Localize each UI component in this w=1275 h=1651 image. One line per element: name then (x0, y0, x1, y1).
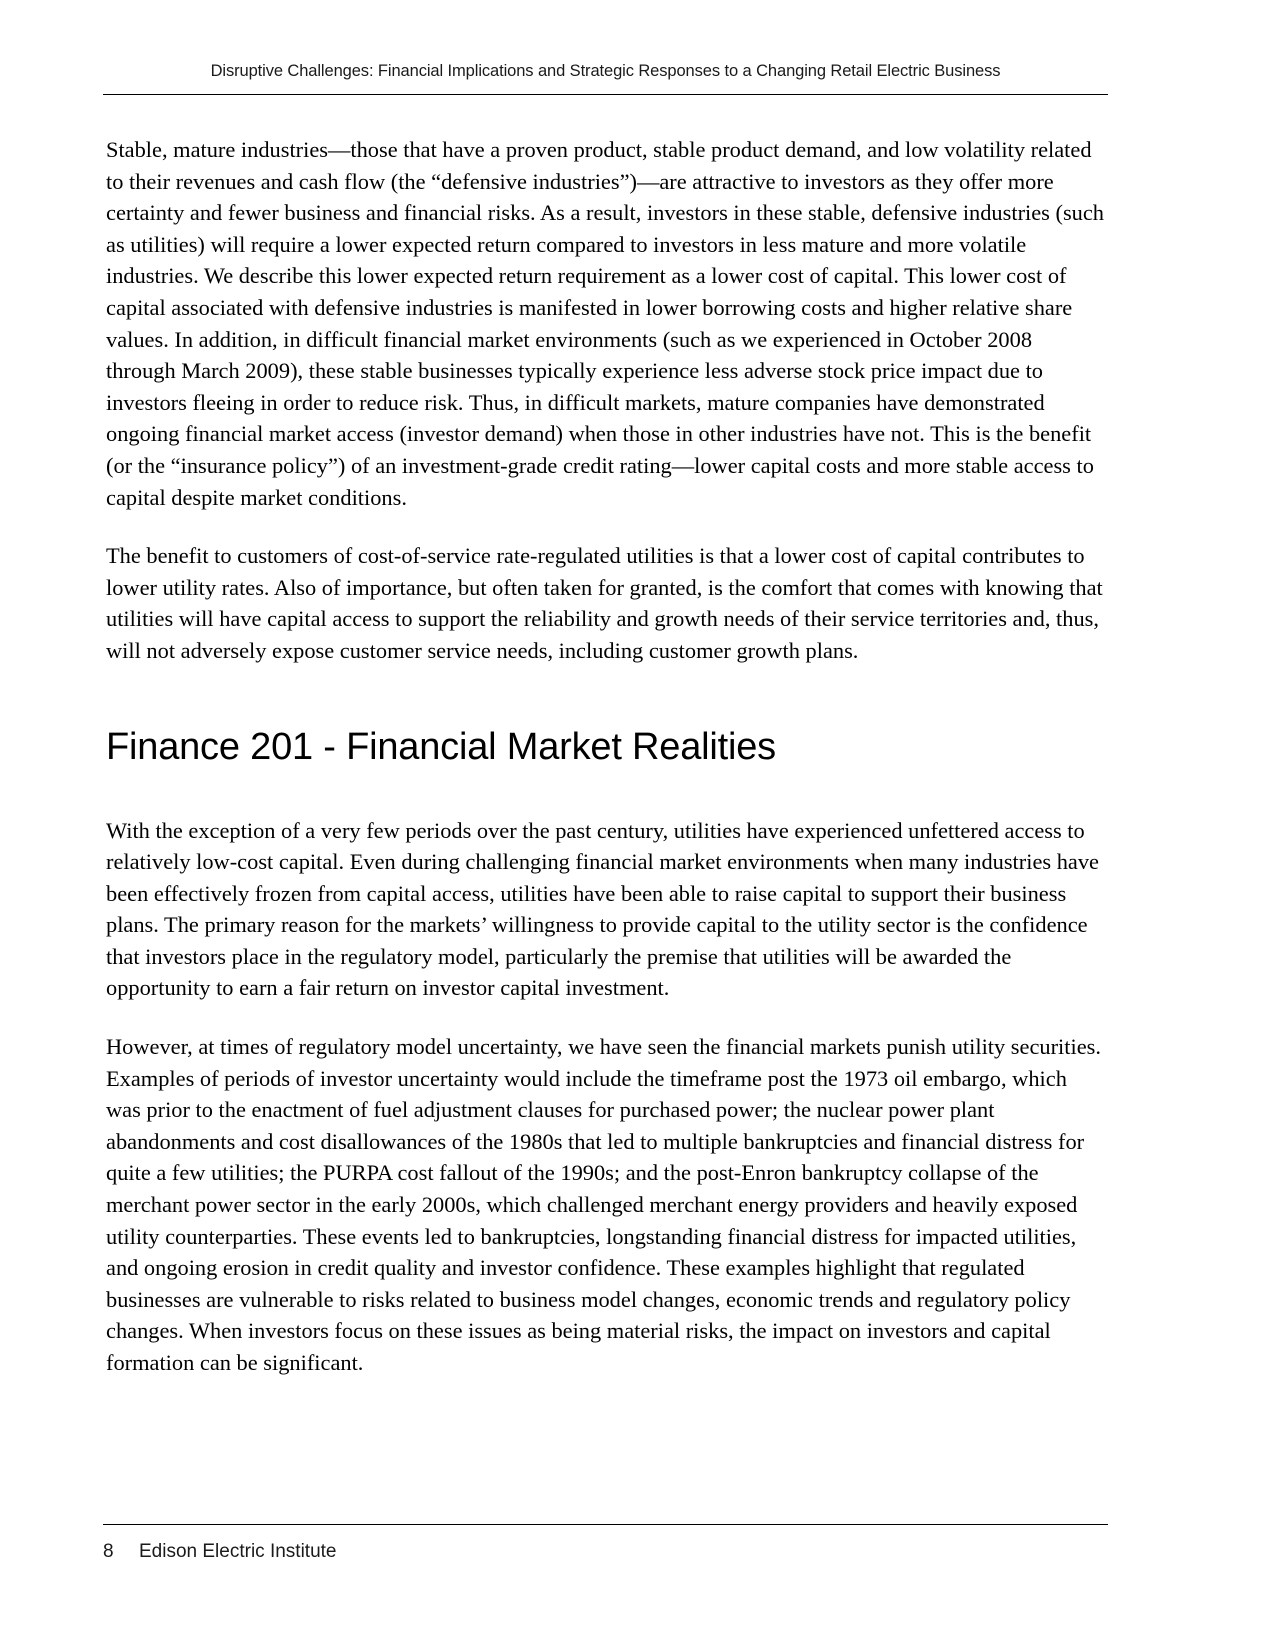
paragraph-benefit-to-customers: The benefit to customers of cost-of-service rate-regulated utilities is that a lower cost of capital contributes to lower utility rates. Also of importance, but often taken for granted, is the comfort that comes with knowing that utilities will have capital access to support the reliability and growth needs of their service territories and, thus, will not adversely expose customer service needs, including customer growth plans. (106, 543, 1103, 663)
footer-organization: Edison Electric Institute (139, 1541, 337, 1562)
section-heading-finance-201: Finance 201 - Financial Market Realities (106, 725, 776, 768)
paragraph-regulatory-model-uncertainty: However, at times of regulatory model uncertainty, we have seen the financial markets punish utility securities. Examples of periods of investor uncertainty would include the timeframe post the 1973 oil embargo, which was prior to the enactment of fuel adjustment clauses for purchased power; the nuclear power plant abandonments and cost disallowances of the 1980s that led to multiple bankruptcies and financial distress for quite a few utilities; the PURPA cost fallout of the 1990s; and the post-Enron bankruptcy collapse of the merchant power sector in the early 2000s, which challenged merchant energy providers and heavily exposed utility counterparties. These events led to bankruptcies, longstanding financial distress for impacted utilities, and ongoing erosion in credit quality and investor confidence. These examples highlight that regulated businesses are vulnerable to risks related to business model changes, economic trends and regulatory policy changes. When investors focus on these issues as being material risks, the impact on investors and capital formation can be significant. (106, 1034, 1101, 1375)
header-divider (103, 94, 1108, 95)
page-footer (103, 1524, 1108, 1563)
paragraph-stable-mature-industries: Stable, mature industries—those that have a proven product, stable product demand, and low volatility related to their revenues and cash flow (the “defensive industries”)—are attractive to investors as they offer more certainty and fewer business and financial risks. As a result, investors in these stable, defensive industries (such as utilities) will require a lower expected return compared to investors in less mature and more volatile industries. We describe this lower expected return requirement as a lower cost of capital. This lower cost of capital associated with defensive industries is manifested in lower borrowing costs and higher relative share values. In addition, in difficult financial market environments (such as we experienced in October 2008 through March 2009), these stable businesses typically experience less adverse stock price impact due to investors fleeing in order to reduce risk. Thus, in difficult markets, mature companies have demonstrated ongoing financial market access (investor demand) when those in other industries have not. This is the benefit (or the “insurance policy”) of an investment-grade credit rating—lower capital costs and more stable access to capital despite market conditions. (106, 137, 1104, 510)
section-heading-block (106, 725, 1106, 769)
footer-page-number: 8 (103, 1541, 114, 1562)
running-header (103, 62, 1108, 95)
paragraph-unfettered-access: With the exception of a very few periods over the past century, utilities have experienced unfettered access to relatively low-cost capital. Even during challenging financial market environments when many industries have been effectively frozen from capital access, utilities have been able to raise capital to support their business plans. The primary reason for the markets’ willingness to provide capital to the utility sector is the confidence that investors place in the regulatory model, particularly the premise that utilities will be awarded the opportunity to earn a fair return on investor capital investment. (106, 817, 1099, 1001)
page-content (106, 134, 1106, 1379)
footer-line (103, 1541, 1108, 1563)
running-header-title: Disruptive Challenges: Financial Implications and Strategic Responses to a Changing Retail Electric Business (210, 62, 1001, 80)
footer-divider (103, 1524, 1108, 1525)
